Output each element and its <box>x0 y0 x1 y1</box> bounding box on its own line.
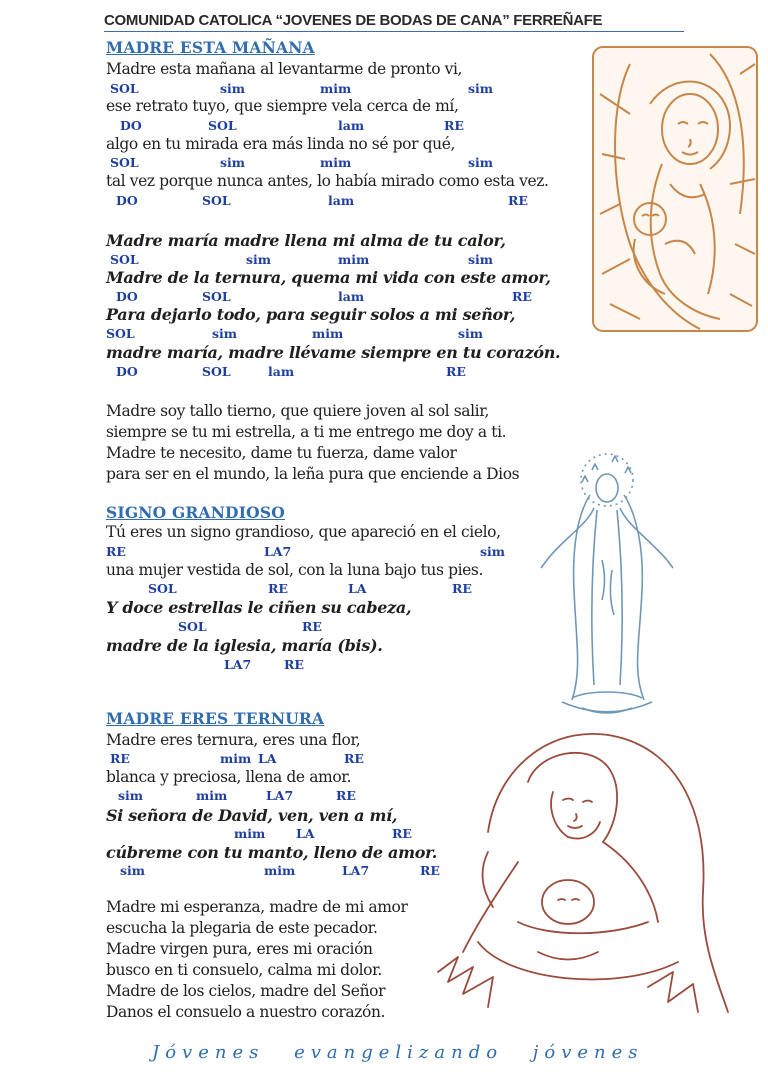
chord: LA <box>258 751 277 766</box>
chord: mim <box>320 155 352 170</box>
chord: SOL <box>110 252 139 267</box>
chord: sim <box>220 81 246 96</box>
chord: mim <box>312 326 344 341</box>
chorus-line: madre maría, madre llévame siempre en tu corazón. <box>106 343 561 362</box>
chord: sim <box>468 252 494 267</box>
lyric-line: para ser en el mundo, la leña pura que enciende a Dios <box>106 465 520 483</box>
lyric-line: Madre mi esperanza, madre de mi amor <box>106 898 408 916</box>
chord: RE <box>452 581 472 596</box>
chord: DO <box>116 193 138 208</box>
chord: LA <box>348 581 367 596</box>
chord: SOL <box>110 155 139 170</box>
chorus-line: Para dejarlo todo, para seguir solos a mi señor, <box>106 305 516 324</box>
chord: SOL <box>178 619 207 634</box>
chord: SOL <box>202 364 231 379</box>
chord: SOL <box>148 581 177 596</box>
chord: LA7 <box>264 544 292 559</box>
footer-motto: Jóvenes evangelizando jóvenes <box>152 1042 644 1063</box>
song-title-madre-esta-manana: MADRE ESTA MAÑANA <box>106 38 315 57</box>
chorus-line: Madre de la ternura, quema mi vida con este amor, <box>106 268 551 287</box>
lyric-line: escucha la plegaria de este pecador. <box>106 919 378 937</box>
chord: lam <box>338 289 365 304</box>
chorus-line: madre de la iglesia, maría (bis). <box>106 636 383 655</box>
chord: RE <box>110 751 130 766</box>
lyric-line: Madre te necesito, dame tu fuerza, dame valor <box>106 444 457 462</box>
lyric-line: Tú eres un signo grandioso, que apareció en el cielo, <box>106 523 501 541</box>
chord: SOL <box>106 326 135 341</box>
chord: RE <box>512 289 532 304</box>
chord: LA7 <box>224 657 252 672</box>
chord: mim <box>220 751 252 766</box>
lyric-line: Madre de los cielos, madre del Señor <box>106 982 386 1000</box>
chorus-line: Si señora de David, ven, ven a mí, <box>106 806 398 825</box>
chord: DO <box>120 118 142 133</box>
chord: RE <box>446 364 466 379</box>
chord: RE <box>508 193 528 208</box>
chord: mim <box>264 863 296 878</box>
chord: DO <box>116 364 138 379</box>
chord: sim <box>468 81 494 96</box>
chord: sim <box>480 544 506 559</box>
chorus-line: Madre maría madre llena mi alma de tu calor, <box>106 231 506 250</box>
chord: RE <box>268 581 288 596</box>
lyric-line: Madre esta mañana al levantarme de pronto vi, <box>106 60 463 78</box>
chord: lam <box>338 118 365 133</box>
lyric-line: Madre virgen pura, eres mi oración <box>106 940 373 958</box>
chord: SOL <box>202 289 231 304</box>
chord: RE <box>420 863 440 878</box>
chorus-line: cúbreme con tu manto, lleno de amor. <box>106 843 438 862</box>
lyric-line: una mujer vestida de sol, con la luna bajo tus pies. <box>106 561 484 579</box>
chord: SOL <box>110 81 139 96</box>
lyric-line: tal vez porque nunca antes, lo había mirado como esta vez. <box>106 172 549 190</box>
chord: mim <box>234 826 266 841</box>
song-title-madre-eres-ternura: MADRE ERES TERNURA <box>106 709 325 728</box>
chord: LA <box>296 826 315 841</box>
chord: DO <box>116 289 138 304</box>
chord: SOL <box>208 118 237 133</box>
chord: mim <box>338 252 370 267</box>
chord: RE <box>284 657 304 672</box>
chord: RE <box>444 118 464 133</box>
lyric-line: Madre eres ternura, eres una flor, <box>106 731 361 749</box>
chord: sim <box>468 155 494 170</box>
chord: mim <box>320 81 352 96</box>
chord: RE <box>344 751 364 766</box>
chord: sim <box>458 326 484 341</box>
chord: lam <box>268 364 295 379</box>
chord: LA7 <box>342 863 370 878</box>
song-title-signo-grandioso: SIGNO GRANDIOSO <box>106 503 285 522</box>
chord: mim <box>196 788 228 803</box>
madonna-stained-glass-illustration <box>590 44 760 334</box>
lyric-line: blanca y preciosa, llena de amor. <box>106 768 352 786</box>
lyric-line: siempre se tu mi estrella, a ti me entrego me doy a ti. <box>106 423 507 441</box>
chord: sim <box>118 788 144 803</box>
chord: LA7 <box>266 788 294 803</box>
chord: RE <box>336 788 356 803</box>
mother-and-child-illustration <box>418 722 738 1022</box>
chorus-line: Y doce estrellas le ciñen su cabeza, <box>106 598 412 617</box>
chord: sim <box>120 863 146 878</box>
chord: sim <box>246 252 272 267</box>
lyric-line: algo en tu mirada era más linda no sé por qué, <box>106 135 456 153</box>
chord: RE <box>392 826 412 841</box>
lyric-line: Madre soy tallo tierno, que quiere joven al sol salir, <box>106 402 490 420</box>
chord: SOL <box>202 193 231 208</box>
chord: lam <box>328 193 355 208</box>
virgin-mary-illustration <box>532 440 682 720</box>
lyric-line: Danos el consuelo a nuestro corazón. <box>106 1003 386 1021</box>
chord: RE <box>106 544 126 559</box>
chord: sim <box>212 326 238 341</box>
lyric-line: ese retrato tuyo, que siempre vela cerca de mí, <box>106 97 459 115</box>
lyric-line: busco en ti consuelo, calma mi dolor. <box>106 961 382 979</box>
page-header: COMUNIDAD CATOLICA “JOVENES DE BODAS DE CANA” FERREÑAFE <box>104 12 684 32</box>
chord: sim <box>220 155 246 170</box>
chord: RE <box>302 619 322 634</box>
